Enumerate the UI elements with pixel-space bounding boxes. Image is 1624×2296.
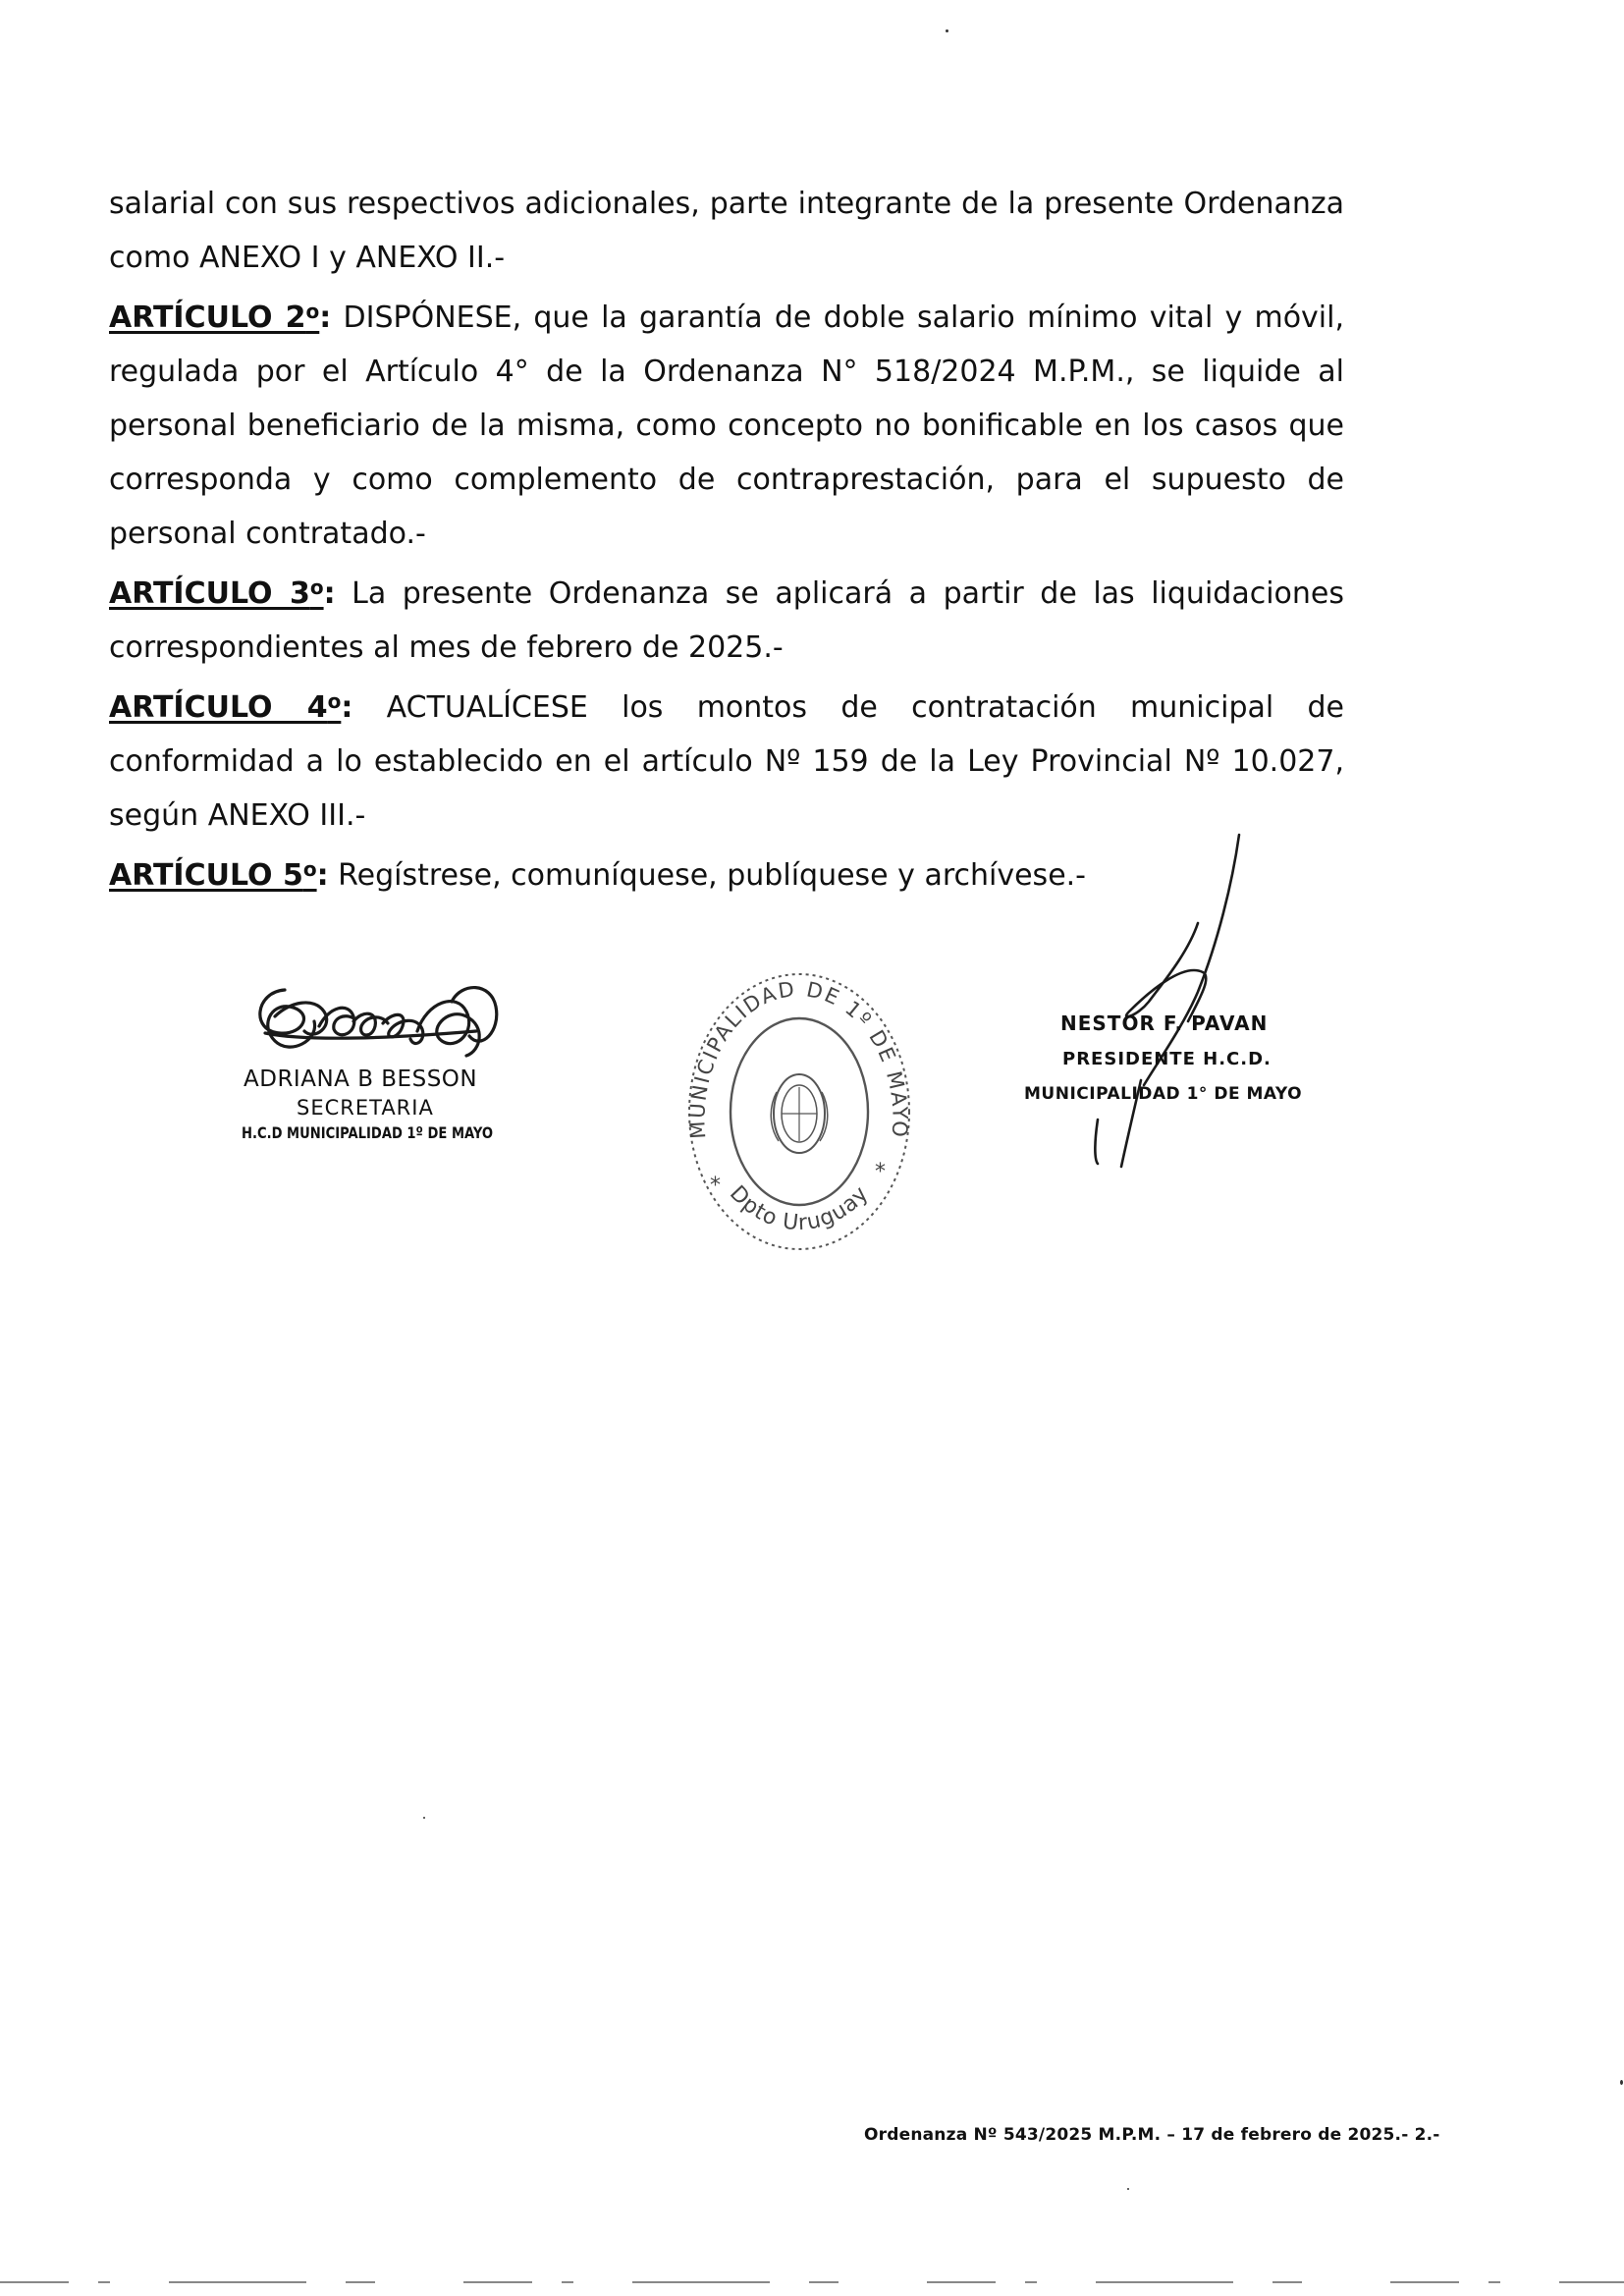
article-4-colon: : (341, 690, 353, 725)
president-organization: MUNICIPALIDAD 1° DE MAYO (1024, 1084, 1303, 1104)
article-2-colon: : (319, 301, 332, 335)
scan-speck (1127, 2188, 1129, 2190)
article-5-label (109, 858, 317, 893)
article-5-colon: : (316, 858, 329, 893)
article-2-text: DISPÓNESE, que la garantía de doble salario mínimo vital y móvil, regulada por el Artículo 4° de la Ordenanza N° 518/2024 M.P.M., se liquide al personal beneficiario de la misma, como concepto no bonificable en los casos que corresponda y como complemento de contraprestación, para el supuesto de personal contratado.- (109, 301, 1345, 551)
article-2-ordinal: o (305, 300, 320, 323)
president-signature-block (1021, 825, 1335, 1178)
article-3-colon: : (323, 576, 336, 611)
article-2-number: ARTÍCULO 2 (109, 301, 306, 335)
continuation-line-1: salarial con sus respectivos adicionales, parte integrante de la presente Ordenanza como (109, 187, 1344, 275)
article-3-label (109, 576, 324, 611)
article-5-ordinal: o (302, 857, 317, 881)
seal-star-right: * (875, 1160, 886, 1184)
president-name: NESTOR F. PAVAN (1060, 1011, 1269, 1035)
article-4-number: ARTÍCULO 4 (109, 690, 328, 725)
president-handwritten-signature (1021, 825, 1335, 1178)
page-footer: Ordenanza Nº 543/2025 M.P.M. – 17 de febrero de 2025.- 2.- (864, 2125, 1440, 2145)
article-3 (109, 561, 1344, 675)
seal-bottom-text: Dpto Uruguay (725, 1180, 874, 1236)
article-3-text: La presente Ordenanza se aplicará a partir de las liquidaciones correspondientes al mes de febrero de 2025.- (109, 576, 1344, 665)
continuation-line-2: ANEXO I y ANEXO II.- (198, 241, 506, 275)
ordinance-body (109, 177, 1344, 902)
svg-text:Dpto Uruguay (725, 1181, 874, 1235)
article-3-ordinal: o (309, 575, 324, 599)
scan-bottom-edge (0, 2280, 1624, 2284)
scan-speck (1620, 2080, 1623, 2085)
article-4-ordinal: o (327, 689, 342, 713)
seal-star-left: * (710, 1174, 721, 1198)
article-2-label (109, 301, 319, 335)
continuation-paragraph (109, 177, 1344, 285)
scan-speck (946, 29, 948, 32)
article-2 (109, 285, 1344, 561)
seal-outer-text: MUNICIPALIDAD DE 1º DE MAYO (685, 976, 912, 1140)
article-5-number: ARTÍCULO 5 (109, 858, 303, 893)
article-3-number: ARTÍCULO 3 (109, 576, 310, 611)
secretary-role: SECRETARIA (297, 1096, 434, 1120)
municipal-seal (671, 945, 928, 1267)
article-4 (109, 675, 1344, 843)
president-role: PRESIDENTE H.C.D. (1062, 1049, 1272, 1069)
secretary-handwritten-signature (245, 972, 540, 1080)
article-4-text: ACTUALÍCESE los montos de contratación municipal de conformidad a lo establecido en el artículo Nº 159 de la Ley Provincial Nº 10.027, según ANEXO III.- (109, 690, 1345, 833)
article-4-label (109, 690, 341, 725)
secretary-name: ADRIANA B BESSON (244, 1066, 478, 1092)
article-5-text: Regístrese, comuníquese, publíquese y archívese.- (328, 858, 1087, 893)
secretary-organization: H.C.D MUNICIPALIDAD 1º DE MAYO (242, 1123, 494, 1142)
scan-speck (423, 1817, 425, 1819)
